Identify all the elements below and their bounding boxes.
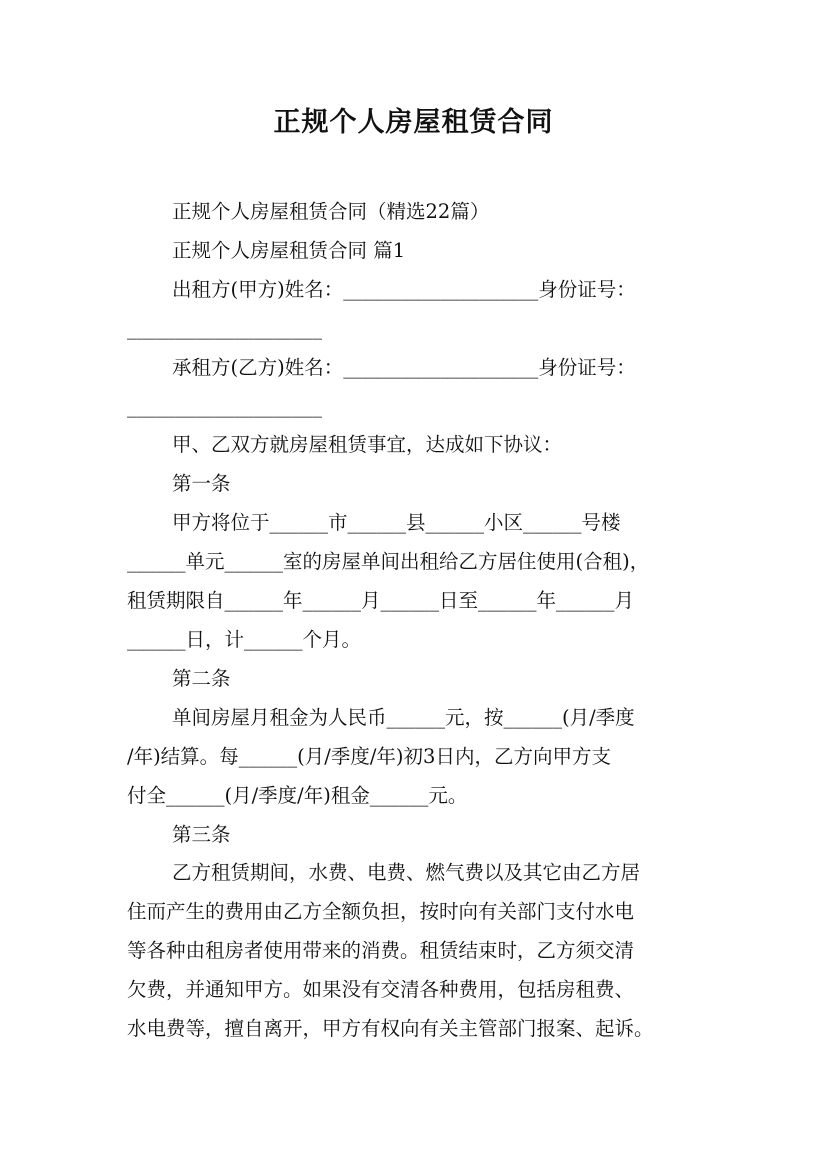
- document-body: [127, 193, 717, 1049]
- article-1-heading: 第一条: [172, 472, 231, 496]
- agreement-intro: 甲、乙双方就房屋租赁事宜，达成如下协议：: [172, 433, 563, 457]
- document-title: 正规个人房屋租赁合同: [273, 107, 554, 138]
- article-3-text: 乙方租赁期间，水费、电费、燃气费以及其它由乙方居: [172, 861, 641, 885]
- article-1-text: 租赁期限自______年______月______日至______年______月: [127, 589, 635, 613]
- article-3-text: 欠费，并通知甲方。如果没有交清各种费用，包括房租费、: [127, 978, 635, 1002]
- article-2-text: 单间房屋月租金为人民币______元，按______(月/季度: [172, 705, 635, 729]
- lessor-id-blank: ____________________: [127, 316, 322, 340]
- section-heading: 正规个人房屋租赁合同 篇1: [172, 238, 406, 262]
- lessee-id-blank: ____________________: [127, 394, 322, 418]
- article-1-text: ______单元______室的房屋单间出租给乙方居住使用(合租)，: [127, 550, 650, 574]
- article-2-heading: 第二条: [172, 666, 231, 690]
- subtitle-line: 正规个人房屋租赁合同（精选22篇）: [172, 200, 490, 223]
- lessee-name-line: 承租方(乙方)姓名：____________________身份证号：: [172, 355, 636, 379]
- lessor-name-line: 出租方(甲方)姓名：____________________身份证号：: [172, 277, 636, 301]
- article-2-text: 付全______(月/季度/年)租金______元。: [127, 783, 468, 807]
- article-2-text: /年)结算。每______(月/季度/年)初3日内，乙方向甲方支: [127, 744, 611, 768]
- article-3-heading: 第三条: [172, 822, 231, 846]
- article-3-text: 住而产生的费用由乙方全额负担，按时向有关部门支付水电: [127, 900, 635, 924]
- article-1-text: ______日，计______个月。: [127, 627, 362, 651]
- article-1-text: 甲方将位于______市______县______小区______号楼: [172, 511, 621, 535]
- article-3-text: 等各种由租房者使用带来的消费。租赁结束时，乙方须交清: [127, 939, 635, 963]
- article-3-text: 水电费等，擅自离开，甲方有权向有关主管部门报案、起诉。: [127, 1017, 654, 1041]
